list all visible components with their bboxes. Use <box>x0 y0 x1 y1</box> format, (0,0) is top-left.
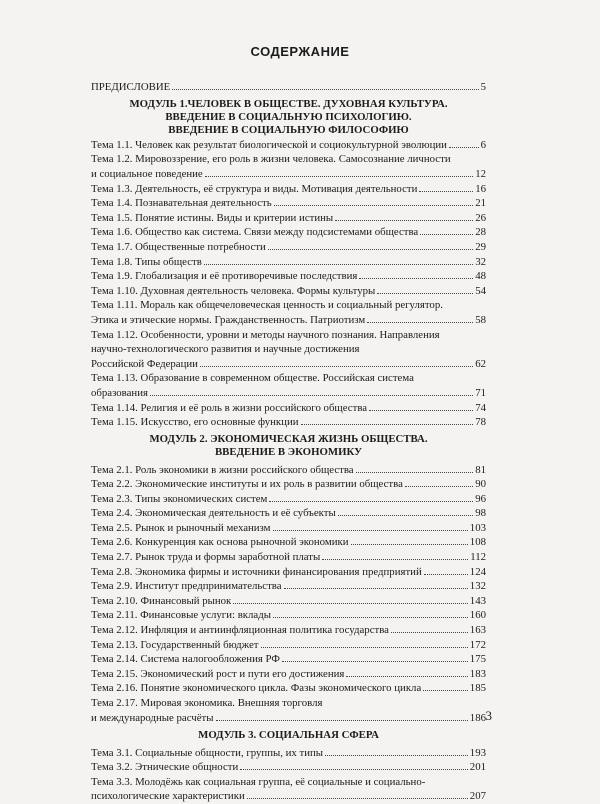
toc-entry-label: ПРЕДИСЛОВИЕ <box>91 81 171 93</box>
toc-entry-label: Тема 1.1. Человек как результат биологической и социокультурной эволюции <box>91 138 447 151</box>
toc-entry-page: 6 <box>480 138 486 151</box>
toc-entry[interactable] <box>91 401 486 416</box>
dot-leader <box>233 603 468 604</box>
dot-leader <box>419 191 473 192</box>
toc-entry[interactable] <box>91 182 486 197</box>
toc-entry-label: Тема 2.12. Инфляция и антиинфляционная политика государства <box>91 624 389 637</box>
dot-leader <box>204 264 473 265</box>
toc-entry-label: Тема 1.14. Религия и её роль в жизни российского общества <box>91 401 368 414</box>
toc-entry[interactable] <box>91 284 486 299</box>
toc-entry-page: 26 <box>475 211 486 224</box>
toc-entry-label: Тема 2.9. Институт предпринимательства <box>91 580 282 593</box>
dot-leader <box>423 690 468 691</box>
toc-entry[interactable] <box>91 696 486 725</box>
dot-leader <box>322 559 468 560</box>
dot-leader <box>367 322 473 323</box>
table-of-contents <box>91 80 486 804</box>
dot-leader <box>269 501 473 502</box>
toc-entry-page: 74 <box>475 401 486 414</box>
dot-leader <box>274 205 474 206</box>
toc-entry-label: Тема 1.6. Общество как система. Связи между подсистемами общества <box>91 226 419 239</box>
toc-entry[interactable] <box>91 550 486 565</box>
toc-entry-page: 5 <box>480 81 486 93</box>
dot-leader <box>356 472 474 473</box>
toc-entry[interactable] <box>91 594 486 609</box>
toc-entry-page: 108 <box>469 536 486 549</box>
toc-entry-page: 32 <box>475 255 486 268</box>
toc-entry[interactable] <box>91 667 486 682</box>
toc-entry-label: Тема 2.13. Государственный бюджет <box>91 638 259 651</box>
toc-entry-page: 29 <box>475 240 486 253</box>
toc-entry-page: 71 <box>475 386 486 399</box>
toc-entry-page: 124 <box>469 565 486 578</box>
toc-entry-page: 16 <box>475 182 486 195</box>
dot-leader <box>273 530 468 531</box>
dot-leader <box>240 769 468 770</box>
toc-entry-line: Тема 1.11. Мораль как общечеловеческая ценность и социальный регулятор. <box>91 299 443 312</box>
toc-entry-page: 132 <box>469 580 486 593</box>
toc-entry-label: Тема 2.2. Экономические институты и их роль в развитии общества <box>91 478 403 491</box>
toc-entry-preface[interactable] <box>91 80 486 95</box>
toc-entry-label: Тема 2.15. Экономический рост и пути его достижения <box>91 667 345 680</box>
toc-entry-label: Тема 1.7. Общественные потребности <box>91 240 266 253</box>
toc-entry-page: 186 <box>469 711 486 724</box>
module-1-heading: МОДУЛЬ 1.ЧЕЛОВЕК В ОБЩЕСТВЕ. ДУХОВНАЯ КУЛЬТУРА. ВВЕДЕНИЕ В СОЦИАЛЬНУЮ ПСИХОЛОГИЮ. ВВЕДЕНИЕ В СОЦИАЛЬНУЮ ФИЛОСОФИЮ <box>129 97 448 137</box>
toc-entry[interactable] <box>91 298 486 327</box>
toc-entry-label: Тема 2.5. Рынок и рыночный механизм <box>91 521 271 534</box>
dot-leader <box>377 293 473 294</box>
toc-entry-label: Тема 3.1. Социальные общности, группы, их типы <box>91 746 324 759</box>
module-3-entries <box>91 746 486 804</box>
toc-entry[interactable] <box>91 652 486 667</box>
toc-entry-line: Тема 2.17. Мировая экономика. Внешняя торговля <box>91 697 323 709</box>
toc-entry[interactable] <box>91 371 486 400</box>
toc-entry-label: Тема 1.8. Типы обществ <box>91 255 202 268</box>
toc-entry-page: 183 <box>469 667 486 680</box>
toc-entry-line: Тема 3.3. Молодёжь как социальная группа, её социальные и социально- <box>91 775 426 788</box>
dot-leader <box>391 632 468 633</box>
toc-entry[interactable] <box>91 463 486 478</box>
dot-leader <box>172 89 478 90</box>
toc-entry-line: Тема 1.2. Мировоззрение, его роль в жизни человека. Самосознание личности <box>91 153 451 166</box>
toc-entry[interactable] <box>91 255 486 270</box>
toc-entry-label: Тема 3.2. Этнические общности <box>91 761 239 774</box>
toc-entry-label: Тема 2.6. Конкуренция как основа рыночной экономики <box>91 536 349 549</box>
toc-entry-page: 81 <box>475 463 486 476</box>
toc-entry-label: Тема 2.11. Финансовые услуги: вклады <box>91 609 271 622</box>
toc-entry[interactable] <box>91 196 486 211</box>
toc-entry-page: 143 <box>469 594 486 607</box>
dot-leader <box>325 755 468 756</box>
toc-entry-label: Тема 2.7. Рынок труда и формы заработной платы <box>91 551 321 564</box>
toc-entry[interactable] <box>91 152 486 181</box>
dot-leader <box>150 395 473 396</box>
toc-entry[interactable] <box>91 775 486 804</box>
toc-entry[interactable] <box>91 760 486 775</box>
toc-entry-label: Этика и этические нормы. Гражданственность. Патриотизм <box>91 313 366 326</box>
dot-leader <box>338 515 473 516</box>
toc-entry-page: 112 <box>470 551 486 564</box>
page-number: 3 <box>485 708 492 723</box>
toc-entry-page: 175 <box>469 653 486 666</box>
toc-entry-page: 172 <box>469 638 486 651</box>
toc-entry[interactable] <box>91 638 486 653</box>
dot-leader <box>346 676 467 677</box>
toc-entry-label: Российской Федерации <box>91 357 198 370</box>
toc-entry-page: 54 <box>475 284 486 297</box>
toc-entry-page: 185 <box>469 682 486 695</box>
toc-entry[interactable] <box>91 477 486 492</box>
toc-entry-page: 90 <box>475 478 486 491</box>
toc-entry-label: Тема 2.10. Финансовый рынок <box>91 594 232 607</box>
toc-entry[interactable] <box>91 535 486 550</box>
toc-entry-page: 58 <box>475 313 486 326</box>
dot-leader <box>216 720 468 721</box>
toc-entry[interactable] <box>91 746 486 761</box>
toc-entry-page: 98 <box>475 507 486 520</box>
toc-entry[interactable] <box>91 623 486 638</box>
dot-leader <box>449 147 479 148</box>
toc-entry-label: Тема 2.1. Роль экономики в жизни российского общества <box>91 463 354 476</box>
toc-entry-label: и международные расчёты <box>91 711 214 724</box>
toc-entry-page: 160 <box>469 609 486 622</box>
page-title: СОДЕРЖАНИЕ <box>250 44 350 59</box>
toc-entry[interactable] <box>91 211 486 226</box>
toc-entry-label: Тема 1.3. Деятельность, её структура и виды. Мотивация деятельности <box>91 182 418 195</box>
dot-leader <box>268 249 473 250</box>
toc-entry[interactable] <box>91 608 486 623</box>
toc-entry-page: 201 <box>469 761 486 774</box>
toc-entry-label: Тема 2.14. Система налогообложения РФ <box>91 653 280 666</box>
toc-entry-label: Тема 1.4. Познавательная деятельность <box>91 197 272 210</box>
dot-leader <box>273 617 468 618</box>
toc-entry-page: 163 <box>469 624 486 637</box>
toc-entry[interactable] <box>91 240 486 255</box>
dot-leader <box>420 234 473 235</box>
toc-entry-label: Тема 1.9. Глобализация и её противоречивые последствия <box>91 270 358 283</box>
module-3-heading: МОДУЛЬ 3. СОЦИАЛЬНАЯ СФЕРА <box>198 729 379 742</box>
module-2-entries <box>91 463 486 726</box>
toc-entry-page: 62 <box>475 357 486 370</box>
toc-entry-page: 103 <box>469 521 486 534</box>
dot-leader <box>282 661 468 662</box>
dot-leader <box>424 574 468 575</box>
toc-entry-line: научно-технологического развития и научные достижения <box>91 343 360 356</box>
dot-leader <box>405 486 473 487</box>
toc-entry[interactable] <box>91 579 486 594</box>
toc-entry-label: психологические характеристики <box>91 790 245 803</box>
dot-leader <box>247 798 468 799</box>
toc-entry[interactable] <box>91 269 486 284</box>
toc-entry-label: Тема 1.10. Духовная деятельность человека. Формы культуры <box>91 284 376 297</box>
toc-entry-page: 207 <box>469 790 486 803</box>
dot-leader <box>284 588 468 589</box>
dot-leader <box>335 220 473 221</box>
dot-leader <box>205 176 473 177</box>
dot-leader <box>359 278 473 279</box>
toc-entry-line: Тема 1.13. Образование в современном обществе. Российская система <box>91 372 414 385</box>
toc-entry[interactable] <box>91 521 486 536</box>
toc-entry-label: Тема 2.4. Экономическая деятельность и её субъекты <box>91 507 336 520</box>
toc-entry[interactable] <box>91 415 486 430</box>
toc-entry-label: Тема 2.3. Типы экономических систем <box>91 492 268 505</box>
toc-entry-page: 12 <box>475 168 486 180</box>
toc-entry[interactable] <box>91 328 486 372</box>
module-2-heading: МОДУЛЬ 2. ЭКОНОМИЧЕСКАЯ ЖИЗНЬ ОБЩЕСТВА. ВВЕДЕНИЕ В ЭКОНОМИКУ <box>149 432 428 459</box>
toc-entry-page: 193 <box>469 746 486 759</box>
dot-leader <box>351 544 468 545</box>
toc-entry-label: Тема 2.16. Понятие экономического цикла. Фазы экономического цикла <box>91 682 422 695</box>
toc-entry-label: образования <box>91 386 148 399</box>
toc-entry-label: и социальное поведение <box>91 168 203 180</box>
toc-entry[interactable] <box>91 225 486 240</box>
toc-entry-page: 48 <box>475 270 486 283</box>
toc-entry-label: Тема 1.5. Понятие истины. Виды и критерии истины <box>91 211 334 224</box>
toc-entry[interactable] <box>91 681 486 696</box>
toc-entry-page: 78 <box>475 416 486 429</box>
toc-entry[interactable] <box>91 565 486 580</box>
dot-leader <box>301 424 474 425</box>
module-1-entries <box>91 138 486 430</box>
toc-entry-page: 96 <box>475 492 486 505</box>
dot-leader <box>200 366 473 367</box>
toc-entry-line: Тема 1.12. Особенности, уровни и методы научного познания. Направления <box>91 328 440 341</box>
toc-entry-page: 28 <box>475 226 486 239</box>
toc-entry-label: Тема 1.15. Искусство, его основные функции <box>91 416 299 429</box>
dot-leader <box>261 647 468 648</box>
toc-entry-page: 21 <box>475 197 486 210</box>
toc-entry[interactable] <box>91 506 486 521</box>
toc-entry-label: Тема 2.8. Экономика фирмы и источники финансирования предприятий <box>91 565 422 578</box>
toc-entry[interactable] <box>91 138 486 153</box>
dot-leader <box>369 410 473 411</box>
toc-entry[interactable] <box>91 492 486 507</box>
